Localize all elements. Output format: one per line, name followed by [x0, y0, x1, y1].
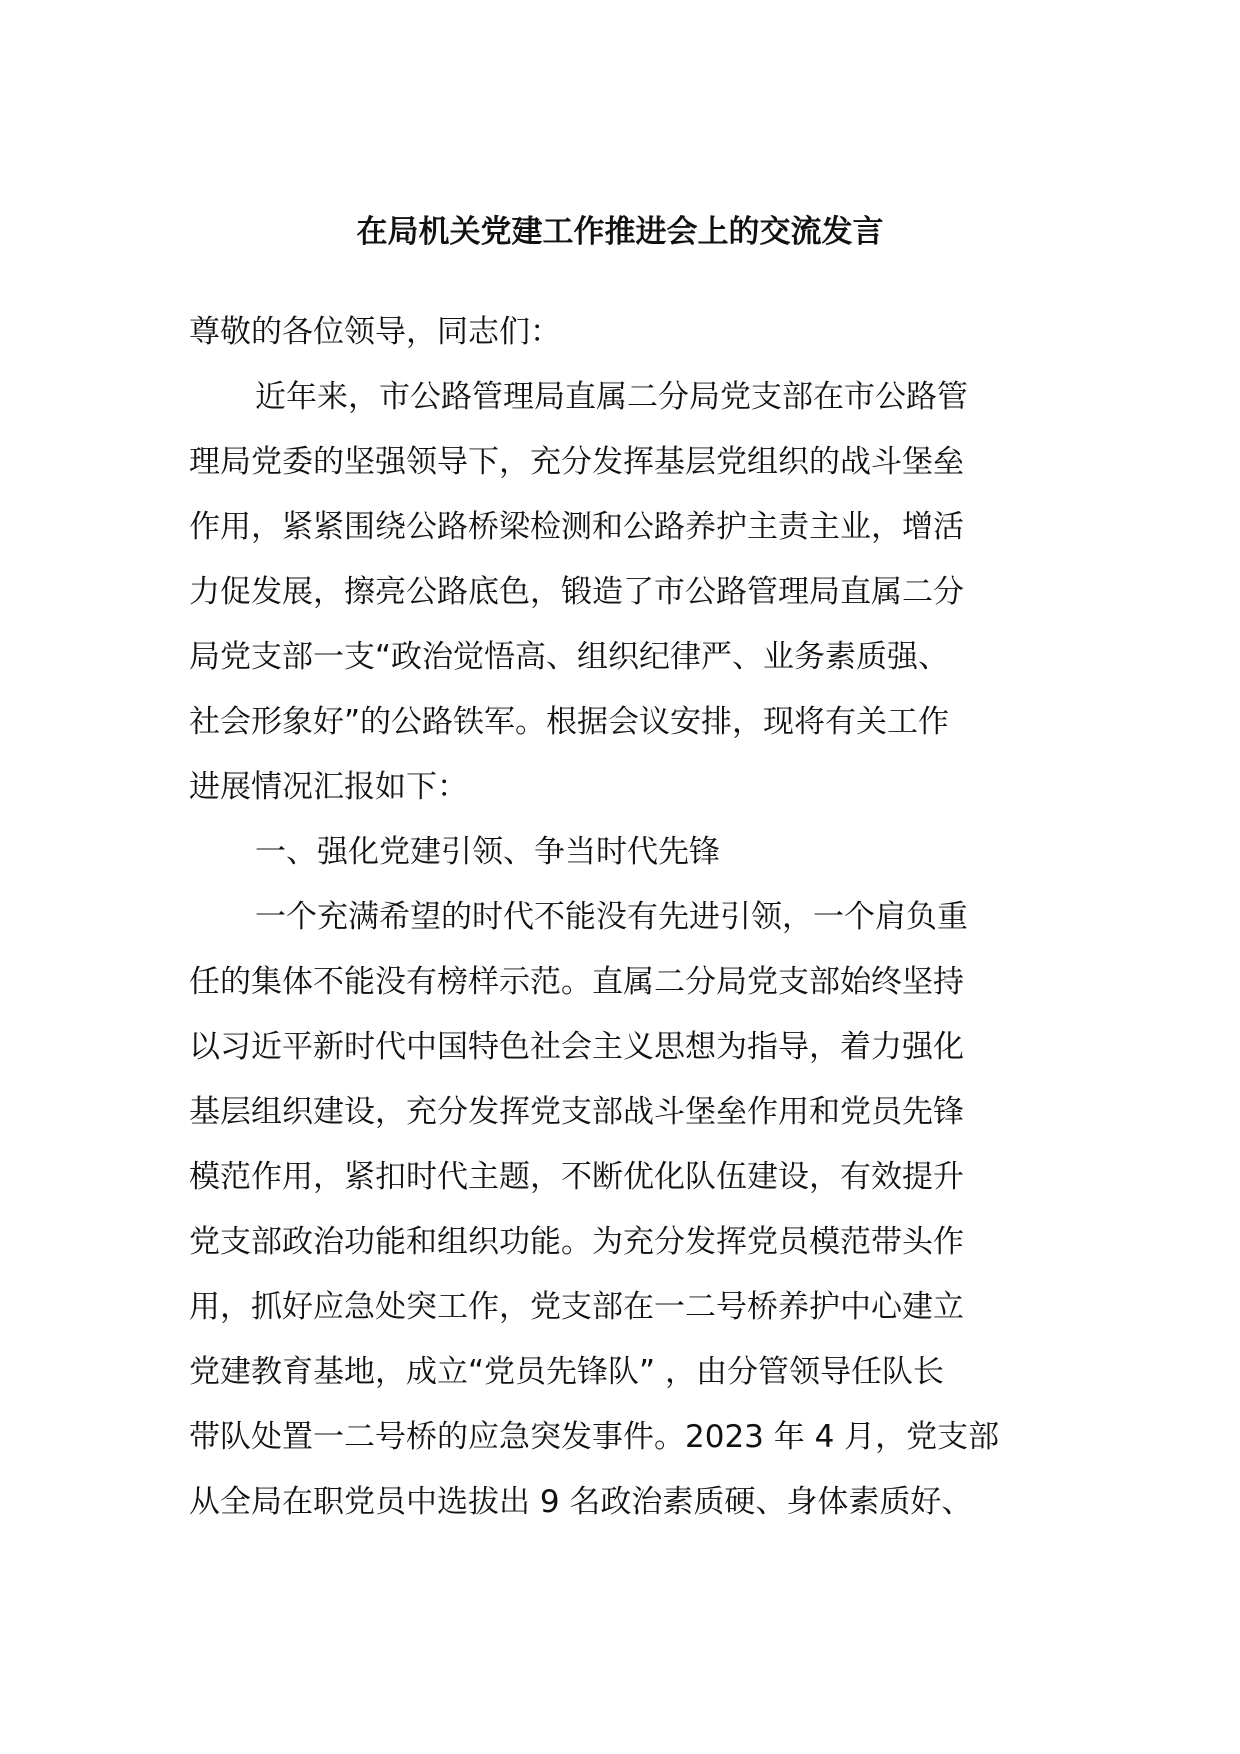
- body-line: 社会形象好”的公路铁军。根据会议安排，现将有关工作: [189, 704, 950, 740]
- body-line: 党支部政治功能和组织功能。为充分发挥党员模范带头作: [189, 1224, 964, 1260]
- body-line: 模范作用，紧扣时代主题，不断优化队伍建设，有效提升: [189, 1159, 964, 1195]
- body-line: 理局党委的坚强领导下，充分发挥基层党组织的战斗堡垒: [189, 444, 964, 480]
- body-line: 党建教育基地，成立“党员先锋队” ，由分管领导任队长: [189, 1354, 944, 1390]
- body-line: 任的集体不能没有榜样示范。直属二分局党支部始终坚持: [189, 964, 964, 1000]
- body-line: 作用，紧紧围绕公路桥梁检测和公路养护主责主业，增活: [189, 509, 964, 545]
- body-line: 力促发展，擦亮公路底色，锻造了市公路管理局直属二分: [189, 574, 964, 610]
- body-line: 尊敬的各位领导，同志们：: [189, 314, 561, 350]
- body-line: 以习近平新时代中国特色社会主义思想为指导，着力强化: [189, 1029, 964, 1065]
- body-line: 带队处置一二号桥的应急突发事件。2023 年 4 月，党支部: [189, 1419, 1000, 1455]
- body-line: 一个充满希望的时代不能没有先进引领，一个肩负重: [255, 899, 968, 935]
- document-title: 在局机关党建工作推进会上的交流发言: [356, 214, 884, 250]
- document-body: [189, 300, 1069, 1535]
- body-line: 进展情况汇报如下：: [189, 769, 468, 805]
- body-line: 局党支部一支“政治觉悟高、组织纪律严、业务素质强、: [189, 639, 950, 675]
- body-line: 用，抓好应急处突工作，党支部在一二号桥养护中心建立: [189, 1289, 964, 1325]
- body-line: 基层组织建设，充分发挥党支部战斗堡垒作用和党员先锋: [189, 1094, 964, 1130]
- body-line: 从全局在职党员中选拔出 9 名政治素质硬、身体素质好、: [189, 1484, 973, 1520]
- section-heading: 一、强化党建引领、争当时代先锋: [255, 834, 720, 870]
- body-line: 近年来，市公路管理局直属二分局党支部在市公路管: [255, 379, 968, 415]
